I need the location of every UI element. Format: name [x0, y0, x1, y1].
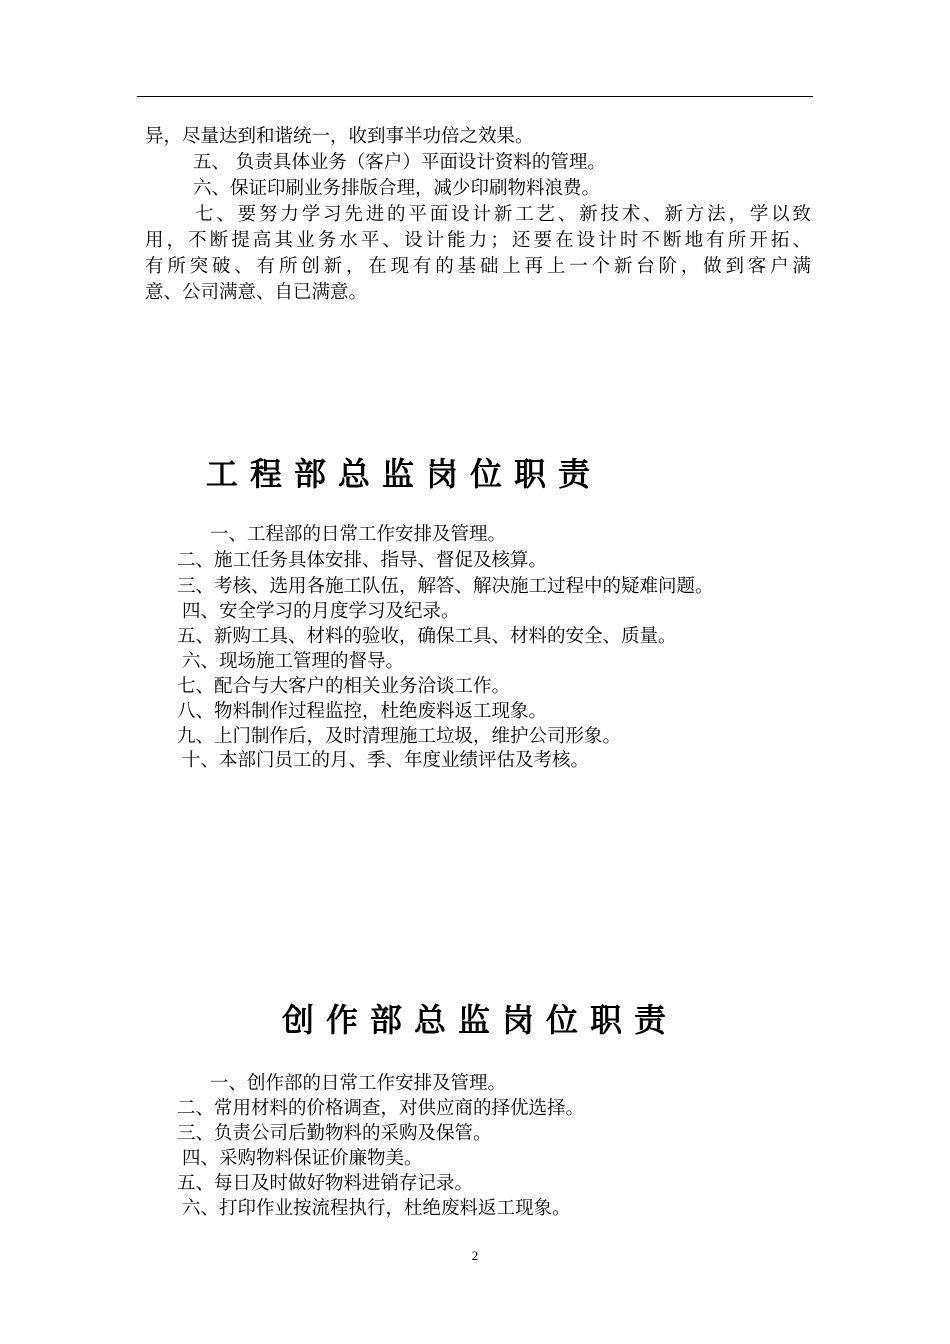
intro-line-1: 异，尽量达到和谐统一，收到事半功倍之效果。 — [145, 126, 534, 147]
header-rule — [137, 96, 813, 97]
intro-line-2: 五、 负责具体业务（客户）平面设计资料的管理。 — [193, 152, 606, 173]
intro-line-6: 有所突破、有所创新，在现有的基础上再上一个新台阶，做到客户满 — [145, 256, 811, 277]
creative-title: 创作部总监岗位职责 — [282, 1001, 679, 1039]
engineering-item-3: 三、考核、选用各施工队伍，解答、解决施工过程中的疑难问题。 — [177, 576, 714, 597]
creative-item-1: 一、创作部的日常工作安排及管理。 — [210, 1073, 507, 1094]
engineering-title: 工程部总监岗位职责 — [206, 455, 603, 493]
engineering-item-4: 四、安全学习的月度学习及纪录。 — [182, 601, 460, 622]
engineering-item-10: 十、本部门员工的月、季、年度业绩评估及考核。 — [182, 750, 590, 771]
engineering-item-8: 八、物料制作过程监控，杜绝废料返工现象。 — [177, 701, 548, 722]
engineering-item-7: 七、配合与大客户的相关业务洽谈工作。 — [177, 676, 511, 697]
intro-line-3: 六、保证印刷业务排版合理，减少印刷物料浪费。 — [193, 178, 601, 199]
creative-item-3: 三、负责公司后勤物料的采购及保管。 — [177, 1123, 492, 1144]
engineering-item-2: 二、施工任务具体安排、指导、督促及核算。 — [177, 550, 548, 571]
creative-item-5: 五、每日及时做好物料进销存记录。 — [177, 1173, 474, 1194]
engineering-item-1: 一、工程部的日常工作安排及管理。 — [210, 524, 507, 545]
engineering-item-9: 九、上门制作后，及时清理施工垃圾，维护公司形象。 — [177, 726, 622, 747]
creative-item-4: 四、采购物料保证价廉物美。 — [182, 1148, 423, 1169]
engineering-item-6: 六、现场施工管理的督导。 — [182, 651, 405, 672]
engineering-item-5: 五、新购工具、材料的验收，确保工具、材料的安全、质量。 — [177, 626, 677, 647]
intro-line-5: 用，不断提高其业务水平、设计能力；还要在设计时不断地有所开拓、 — [145, 230, 811, 251]
intro-line-7: 意、公司满意、自已满意。 — [145, 282, 368, 303]
page-number: 2 — [471, 1248, 479, 1263]
creative-item-6: 六、打印作业按流程执行，杜绝废料返工现象。 — [182, 1198, 571, 1219]
creative-item-2: 二、常用材料的价格调查，对供应商的择优选择。 — [177, 1098, 585, 1119]
intro-line-4: 七、要努力学习先进的平面设计新工艺、新技术、新方法，学以致 — [195, 204, 811, 225]
